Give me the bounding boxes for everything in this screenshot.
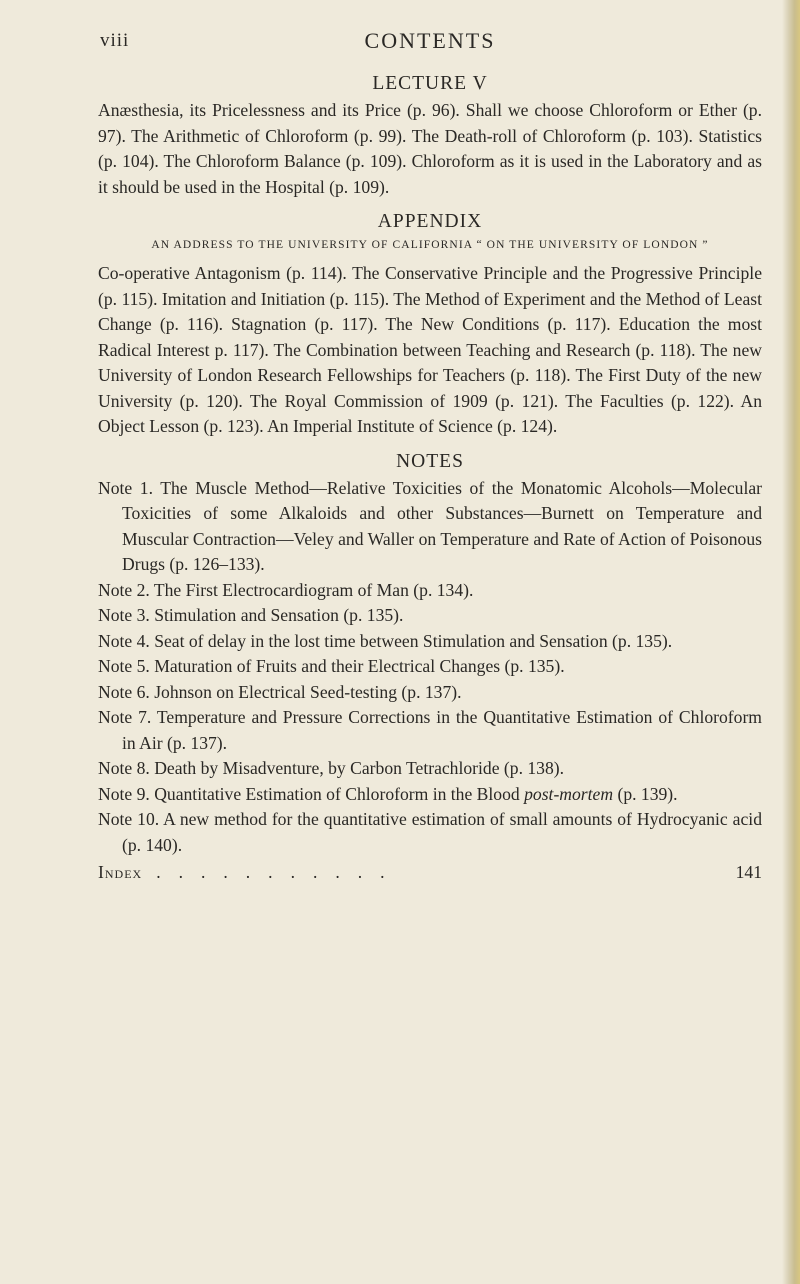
note-item-9 [98,782,762,808]
contents-body [98,70,762,886]
note-item: Note 1. The Muscle Method—Relative Toxicities of the Monatomic Alcohols—Molecular Toxicities of some Alkaloids and other Substances—Burnett on Temperature and Muscular Contraction—Veley and Waller on Temperature and Rate of Action of Poisonous Drugs (p. 126–133). [98,477,762,574]
appendix-text: Co-operative Antagonism (p. 114). The Conservative Principle and the Progressive Principle (p. 115). Imitation and Initiation (p. 115). The Method of Experiment and the Method of Least Change (p. 116). Stagnation (p. 117). The New Conditions (p. 117). Education the most Radical Interest p. 117). The Combination between Teaching and Research (p. 118). The new University of London Research Fellowships for Teachers (p. 118). The First Duty of the new University (p. 120). The Royal Commission of 1909 (p. 121). The Faculties (p. 122). An Object Lesson (p. 123). An Imperial Institute of Science (p. 124). [98,263,762,436]
note-item: Note 6. Johnson on Electrical Seed-testing (p. 137). [98,681,462,702]
note-item: Note 5. Maturation of Fruits and their Electrical Changes (p. 135). [98,656,565,676]
running-head: CONTENTS [364,28,496,53]
note-9-suffix: (p. 139). [613,783,678,804]
lecture-v-text: Anæsthesia, its Pricelessness and its Price (p. 96). Shall we choose Chloroform or Ether (p. 97). The Arithmetic of Chloroform (p. 99). The Death-roll of Chloroform (p. 103). Statistics (p. 104). The Chloroform Balance (p. 109). Chloroform as it is used in the Laboratory and as it should be used in the Hospital (p. 109). [98,100,762,197]
note-item: Note 3. Stimulation and Sensation (p. 135). [98,605,404,625]
note-item: Note 2. The First Electrocardiogram of Man (p. 134). [98,579,474,600]
page-edge [782,0,800,1284]
index-label: Index [98,862,143,882]
note-item: Note 4. Seat of delay in the lost time between Stimulation and Sensation (p. 135). [98,630,673,651]
note-item: Note 8. Death by Misadventure, by Carbon Tetrachloride (p. 138). [98,758,565,778]
lecture-v-section [98,70,762,200]
note-9-prefix: Note 9. Quantitative Estimation of Chloroform in the Blood [98,783,525,804]
appendix-subtitle: AN ADDRESS TO THE UNIVERSITY OF CALIFORNIA “ ON THE UNIVERSITY OF LONDON ” [151,239,709,251]
dot-leaders: ........... [156,862,403,882]
lecture-v-heading: LECTURE V [372,73,488,94]
note-9-italic: post-mortem [524,783,614,804]
appendix-heading: APPENDIX [377,211,483,232]
notes-section [98,448,762,859]
notes-heading: NOTES [396,450,464,472]
note-item: Note 7. Temperature and Pressure Corrections in the Quantitative Estimation of Chloroform in Air (p. 137). [98,707,762,753]
index-entry [98,860,762,886]
page-number: viii [100,30,130,51]
appendix-section [98,208,762,440]
page-header [100,22,760,62]
index-page-number: 141 [735,862,762,882]
note-item: Note 10. A new method for the quantitative estimation of small amounts of Hydrocyanic acid (p. 140). [98,809,762,855]
